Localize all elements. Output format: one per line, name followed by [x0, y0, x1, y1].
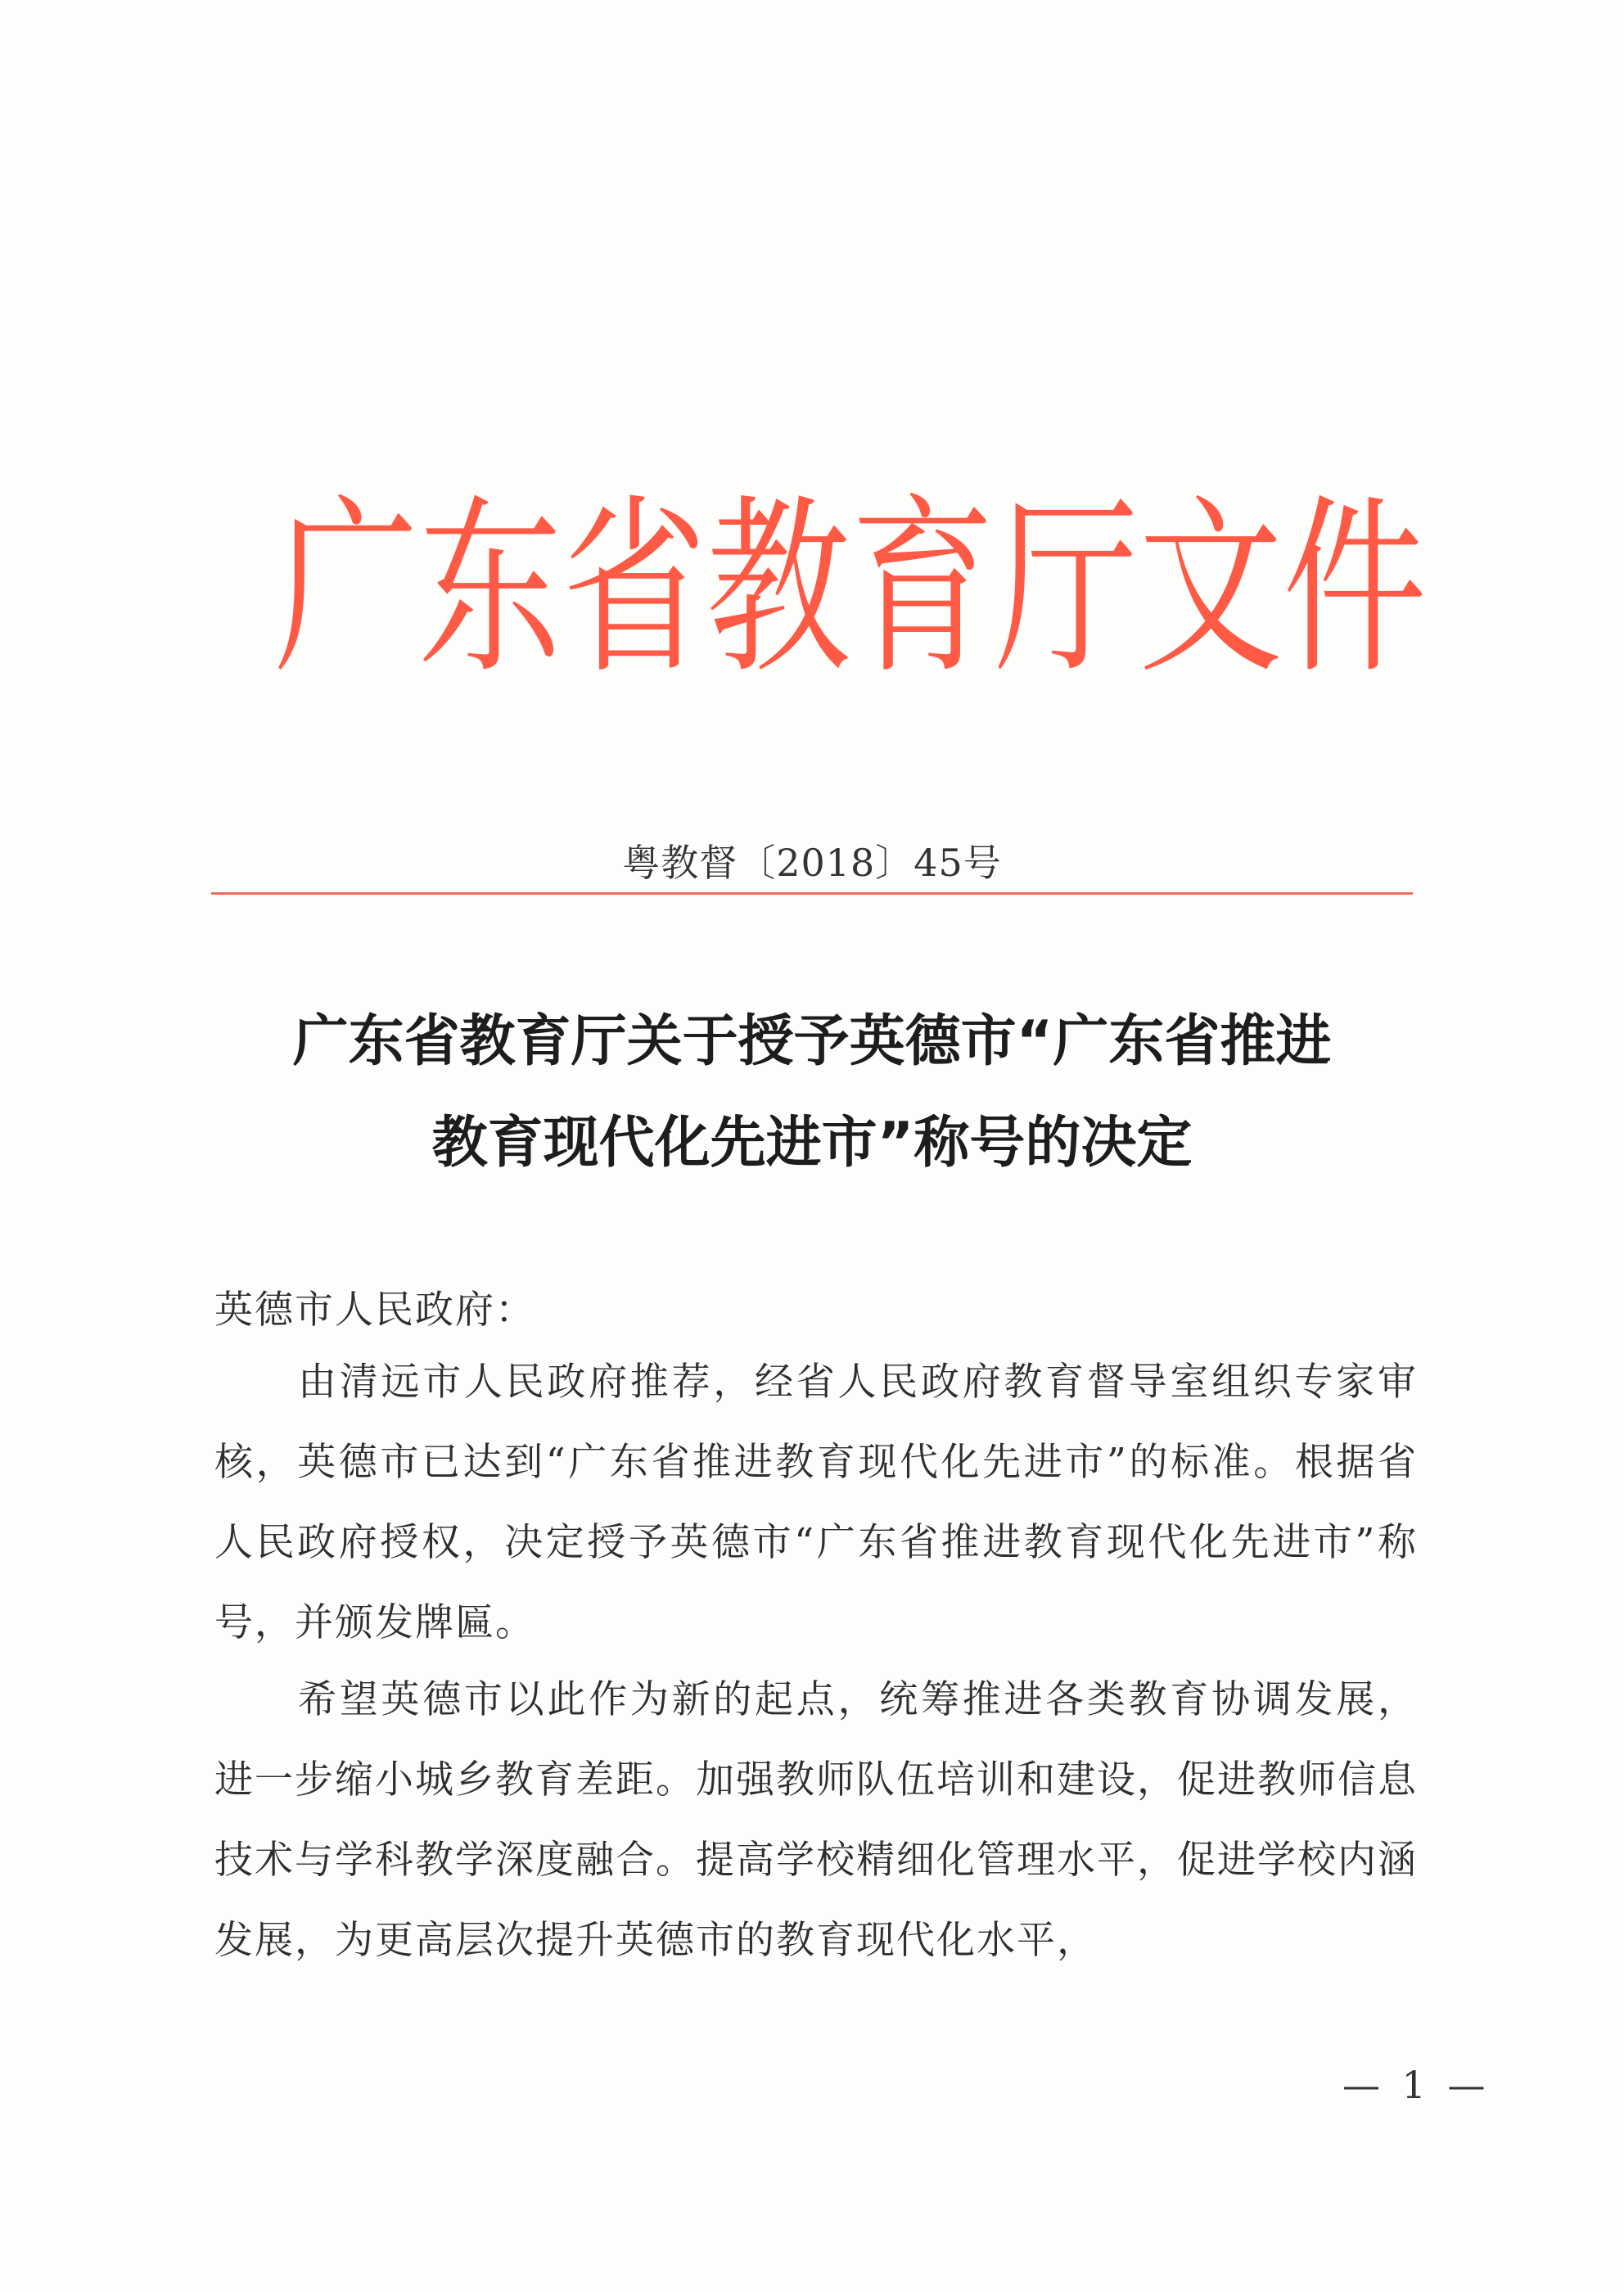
- addressee: 英德市人民政府：: [214, 1288, 535, 1333]
- masthead-char: 东: [418, 478, 563, 700]
- masthead-char: 育: [850, 478, 995, 700]
- red-divider-line: [211, 892, 1413, 895]
- masthead-char: 厅: [995, 478, 1139, 700]
- document-title-line-2: 教育现代化先进市”称号的决定: [431, 1111, 1193, 1175]
- page-number: — 1 —: [1342, 2063, 1491, 2107]
- masthead-char: 教: [706, 478, 851, 700]
- masthead-char: 省: [562, 478, 707, 700]
- masthead-char: 广: [274, 478, 419, 700]
- document-number: 粤教督〔2018〕45号: [622, 841, 1002, 885]
- body-paragraph-1: 由清远市人民政府推荐，经省人民政府教育督导室组织专家审核，英德市已达到“广东省推进教育现代化先进市”的标准。根据省人民政府授权，决定授予英德市“广东省推进教育现代化先进市”称号，并颁发牌匾。: [214, 1360, 1418, 1645]
- document-masthead: [274, 478, 1428, 700]
- document-title-line-1: 广东省教育厅关于授予英德市“广东省推进: [292, 1009, 1332, 1074]
- body-paragraph-2: 希望英德市以此作为新的起点，统筹推进各类教育协调发展，进一步缩小城乡教育差距。加强教师队伍培训和建设，促进教师信息技术与学科教学深度融合。提高学校精细化管理水平，促进学校内涵发展，为更高层次提升英德市的教育现代化水平，: [214, 1677, 1418, 1963]
- masthead-char: 文: [1139, 478, 1283, 700]
- masthead-char: 件: [1283, 478, 1428, 700]
